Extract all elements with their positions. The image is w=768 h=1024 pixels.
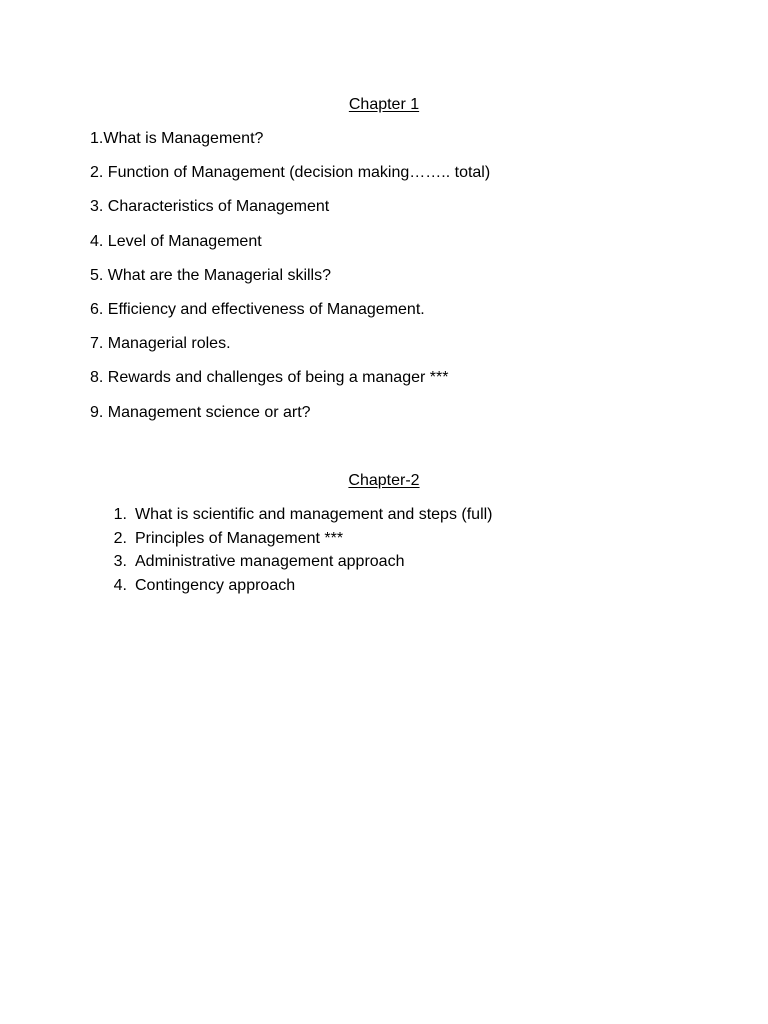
list-item-text: Principles of Management *** xyxy=(135,529,344,547)
chapter-1-question-list xyxy=(90,129,490,437)
list-item-text: Contingency approach xyxy=(135,577,296,595)
list-item xyxy=(109,576,493,596)
chapter-1-heading: Chapter 1 xyxy=(348,96,420,113)
chapter-2-heading: Chapter-2 xyxy=(348,472,420,489)
list-item-number: 3. xyxy=(113,553,127,571)
list-item-text: Administrative management approach xyxy=(135,553,405,571)
list-item: 9. Management science or art? xyxy=(90,403,311,421)
list-item: 6. Efficiency and effectiveness of Management. xyxy=(90,300,425,318)
list-item: 1.What is Management? xyxy=(90,130,264,147)
list-item-text: What is scientific and management and steps (full) xyxy=(135,506,493,523)
list-item xyxy=(109,552,493,572)
list-item: 8. Rewards and challenges of being a manager *** xyxy=(90,369,449,387)
list-item: 3. Characteristics of Management xyxy=(90,198,330,216)
list-item: 5. What are the Managerial skills? xyxy=(90,266,331,284)
list-item: 7. Managerial roles. xyxy=(90,335,231,353)
list-item-number: 2. xyxy=(113,529,127,547)
list-item-number: 4. xyxy=(113,577,127,595)
list-item xyxy=(109,529,493,549)
list-item: 4. Level of Management xyxy=(90,232,262,250)
chapter-2-question-list xyxy=(109,505,493,600)
list-item: 2. Function of Management (decision making…….. total) xyxy=(90,164,491,182)
list-item xyxy=(109,505,493,525)
list-item-number: 1. xyxy=(113,506,127,523)
